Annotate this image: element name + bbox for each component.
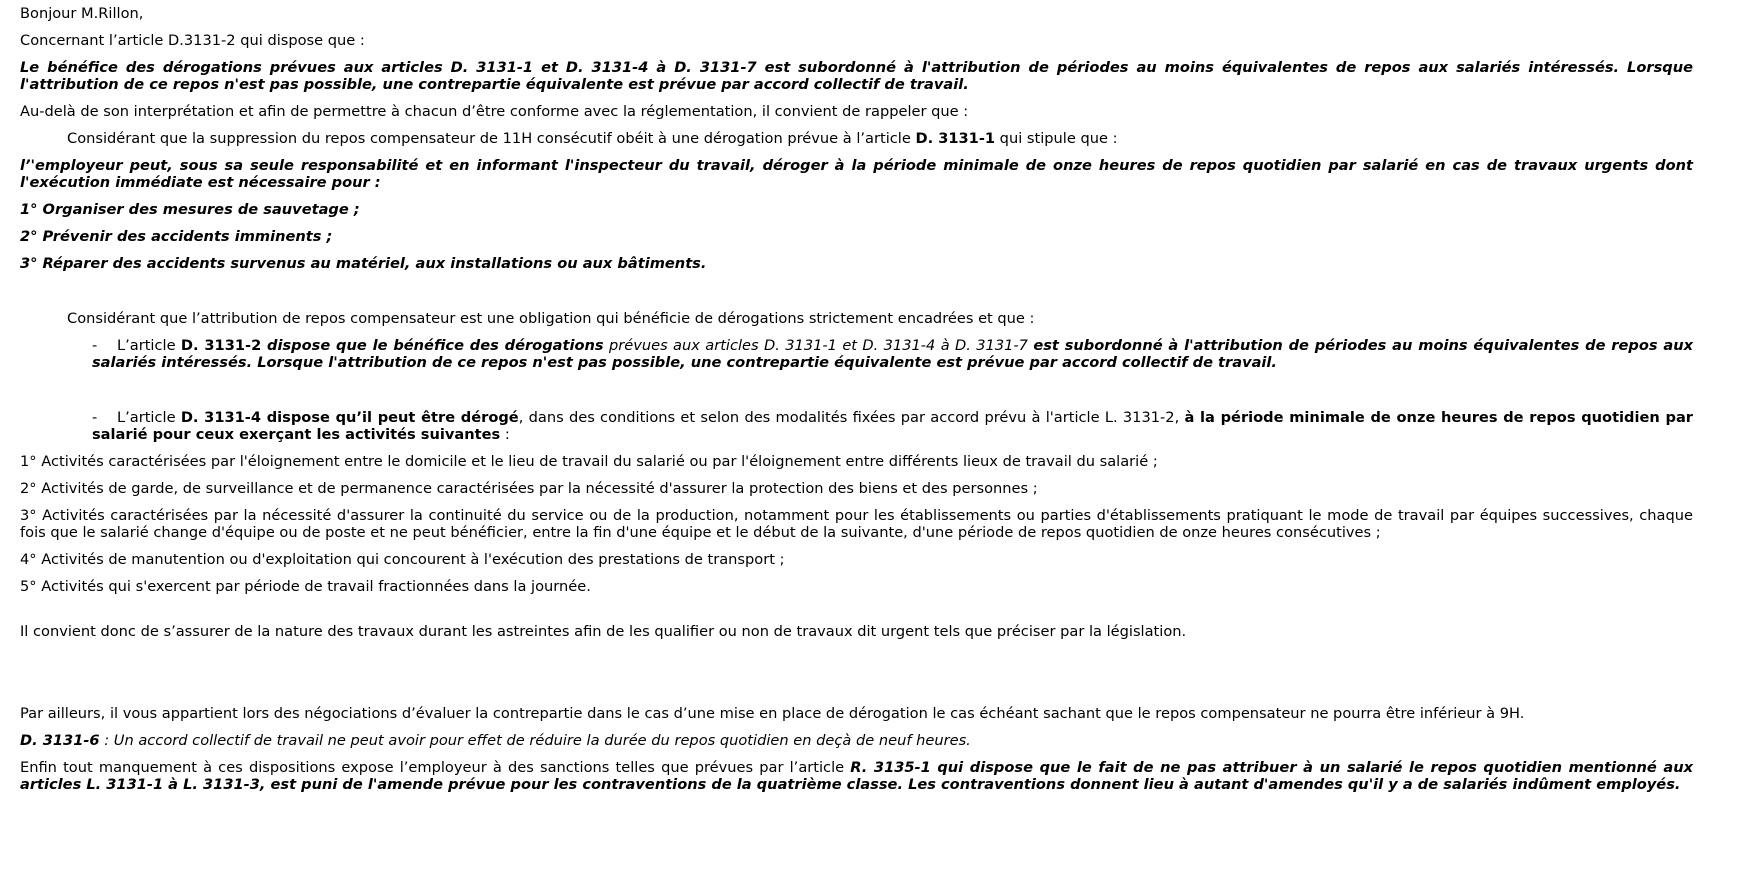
- quote-d3131-2: Le bénéfice des dérogations prévues aux articles D. 3131-1 et D. 3131-4 à D. 3131-7 est subordonné à l'attribution de périodes au moins équivalentes de repos aux salariés intéressés. Lorsque l'attribution de ce repos n'est pas possible, une contrepartie équivalente est prévue par accord collectif de travail.: [20, 59, 1693, 93]
- activity-item: 1° Activités caractérisées par l'éloignement entre le domicile et le lieu de travail du salarié ou par l'éloignement entre différents lieux de travail du salarié ;: [20, 453, 1158, 470]
- quote-d3131-1: l’'employeur peut, sous sa seule responsabilité et en informant l'inspecteur du travail, déroger à la période minimale de onze heures de repos quotidien par salarié en cas de travaux urgents dont l'exécution immédiate est nécessaire pour :: [20, 157, 1693, 191]
- bullet-tail: est subordonné à l'attribution de périodes au moins équivalentes de repos aux salariés intéressés. Lorsque l'attribution de ce repos n'est pas possible, une contrepartie équivalente est prévue par accord collectif de travail.: [92, 337, 1693, 371]
- bullet-d3131-4-text: [92, 409, 1693, 443]
- conclusion-paragraph: Il convient donc de s’assurer de la nature des travaux durant les astreintes afin de les qualifier ou non de travaux dit urgent tels que préciser par la législation.: [20, 623, 1187, 640]
- negotiation-paragraph: Par ailleurs, il vous appartient lors des négociations d’évaluer la contrepartie dans le cas d’une mise en place de dérogation le cas échéant sachant que le repos compensateur ne pourra être inférieur à 9H.: [20, 705, 1525, 722]
- sanctions-article-r3135-1: R. 3135-1 qui dispose que le fait de ne pas attribuer à un salarié le repos quotidien mentionné aux articles L. 3131-1 à L. 3131-3, est puni de l'amende prévue pour les contraventions de la quatrième classe. Les contraventions donnent lieu à autant d'amendes qu'il y a de salariés indûment employés.: [20, 759, 1693, 793]
- activity-item: 3° Activités caractérisées par la nécessité d'assurer la continuité du service ou de la production, notamment pour les établissements ou parties d'établissements pratiquant le mode de travail par équipes successives, chaque fois que le salarié change d'équipe ou de poste et ne peut bénéficier, entre la fin d'une équipe et le début de la suivante, d'une période de repos quotidien de onze heures consécutives ;: [20, 507, 1693, 541]
- sanctions-paragraph: [20, 759, 1693, 793]
- urgent-list-item: 2° Prévenir des accidents imminents ;: [20, 228, 333, 245]
- article-d3131-4: D. 3131-4 dispose qu’il peut être dérogé: [180, 409, 519, 426]
- d3131-6-paragraph: [20, 732, 1693, 749]
- activity-item: 2° Activités de garde, de surveillance et de permanence caractérisées par la nécessité d'assurer la protection des biens et des personnes ;: [20, 480, 1038, 497]
- bullet-end: :: [500, 426, 510, 443]
- bullet-d3131-2: [20, 337, 1693, 371]
- article-d3131-6: D. 3131-6: [20, 732, 100, 749]
- reminder-paragraph: Au-delà de son interprétation et afin de permettre à chacun d’être conforme avec la réglementation, il convient de rappeler que :: [20, 103, 969, 120]
- spacer: [20, 282, 1693, 310]
- considering-first-before: Considérant que la suppression du repos compensateur de 11H consécutif obéit à une dérogation prévue à l’article: [67, 130, 916, 147]
- d3131-6-text: : Un accord collectif de travail ne peut avoir pour effet de réduire la durée du repos quotidien en deçà de neuf heures.: [99, 732, 971, 749]
- sanctions-lead: Enfin tout manquement à ces dispositions expose l’employeur à des sanctions telles que prévues par l’article: [20, 759, 851, 776]
- spacer: [20, 605, 1693, 623]
- bullet-dash: -: [92, 337, 98, 354]
- spacer: [20, 650, 1693, 705]
- bullet-lead: L’article: [117, 337, 181, 354]
- considering-first: [20, 130, 1693, 147]
- greeting: Bonjour M.Rillon,: [20, 5, 144, 22]
- considering-second: Considérant que l’attribution de repos compensateur est une obligation qui bénéficie de dérogations strictement encadrées et que :: [67, 310, 1035, 327]
- bullet-d3131-2-text: [92, 337, 1693, 371]
- bullet-dash: -: [92, 409, 98, 426]
- bullet-italic: prévues aux articles D. 3131-1 et D. 3131-4 à D. 3131-7: [603, 337, 1034, 354]
- bullet-lead: L’article: [117, 409, 181, 426]
- urgent-list-item: 3° Réparer des accidents survenus au matériel, aux installations ou aux bâtiments.: [20, 255, 707, 272]
- spacer: [20, 381, 1693, 409]
- activity-item: 5° Activités qui s'exercent par période de travail fractionnées dans la journée.: [20, 578, 591, 595]
- bullet-bold: à la période minimale de onze heures de repos quotidien par salarié pour ceux exerçant les activités suivantes: [92, 409, 1693, 443]
- article-d3131-1: D. 3131-1: [915, 130, 996, 147]
- bullet-d3131-4: [20, 409, 1693, 443]
- bullet-bold-italic: dispose que le bénéfice des dérogations: [261, 337, 604, 354]
- urgent-list-item: 1° Organiser des mesures de sauvetage ;: [20, 201, 360, 218]
- considering-first-after: qui stipule que :: [995, 130, 1118, 147]
- article-d3131-2: D. 3131-2: [180, 337, 262, 354]
- intro-paragraph: Concernant l’article D.3131-2 qui dispose que :: [20, 32, 365, 49]
- activity-item: 4° Activités de manutention ou d'exploitation qui concourent à l'exécution des prestations de transport ;: [20, 551, 785, 568]
- bullet-middle: , dans des conditions et selon des modalités fixées par accord prévu à l'article L. 3131-2,: [518, 409, 1185, 426]
